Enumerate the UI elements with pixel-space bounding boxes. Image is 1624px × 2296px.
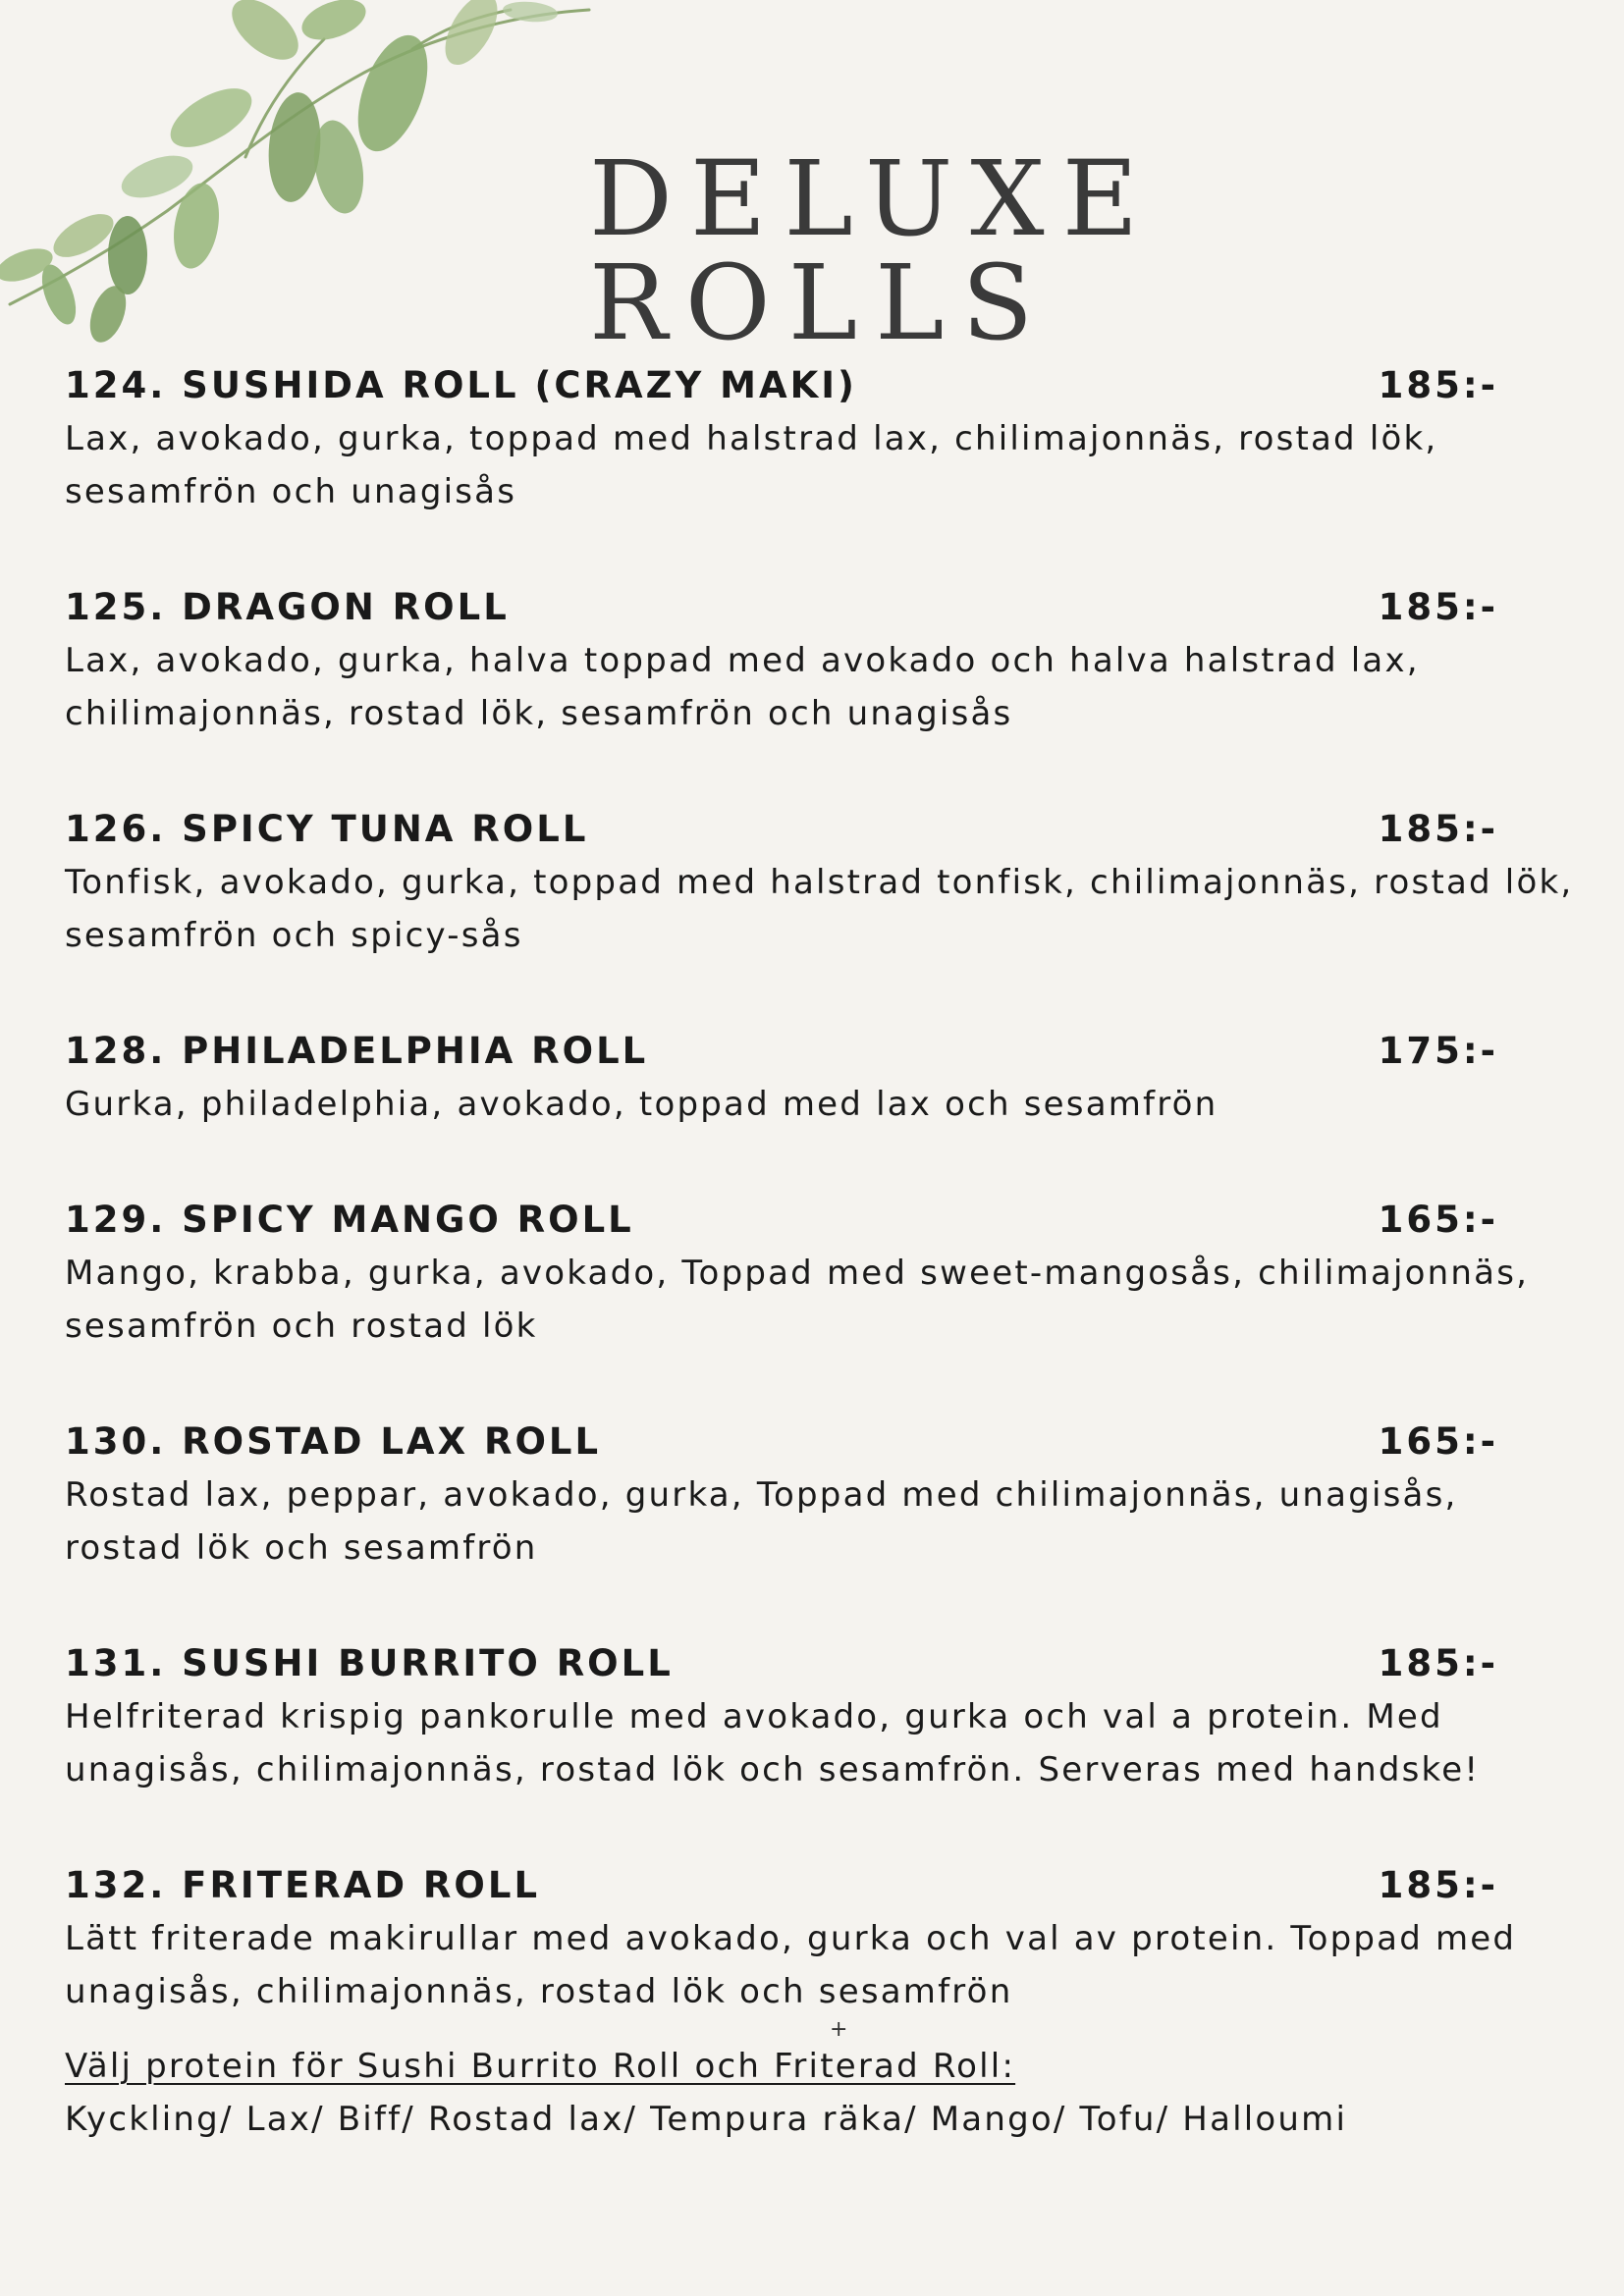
menu-item [65,1639,1577,1861]
item-price: 165:- [1378,1420,1498,1463]
menu-item-header [65,1861,1577,1910]
protein-note [65,2040,1577,2146]
menu-item [65,805,1577,1027]
eucalyptus-branch-icon [0,0,609,363]
menu-item-header [65,1417,1577,1467]
menu-item [65,1196,1577,1417]
protein-note-title: Välj protein för Sushi Burrito Roll och Friterad Roll: [65,2047,1016,2086]
item-name: 128. PHILADELPHIA ROLL [65,1030,649,1072]
item-name: 126. SPICY TUNA ROLL [65,808,589,850]
plus-mark-icon: + [830,2017,848,2042]
item-price: 185:- [1378,808,1498,850]
item-price: 185:- [1378,1642,1498,1684]
menu-item [65,1417,1577,1639]
item-description: Tonfisk, avokado, gurka, toppad med halstrad tonfisk, chilimajonnäs, rostad lök, sesamfrön och spicy-sås [65,863,1574,955]
item-description: Helfriterad krispig pankorulle med avokado, gurka och val a protein. Med unagisås, chilimajonnäs, rostad lök och sesamfrön. Serveras med handske! [65,1697,1481,1789]
item-description: Mango, krabba, gurka, avokado, Toppad med sweet-mangosås, chilimajonnäs, sesamfrön och rostad lök [65,1254,1530,1346]
menu-item-header [65,1639,1577,1688]
menu-item-header [65,1027,1577,1076]
menu-item-header [65,583,1577,632]
item-price: 165:- [1378,1199,1498,1241]
menu-item-header [65,361,1577,410]
item-name: 125. DRAGON ROLL [65,586,510,628]
item-description: Rostad lax, peppar, avokado, gurka, Toppad med chilimajonnäs, unagisås, rostad lök och sesamfrön [65,1475,1458,1568]
menu-item [65,1027,1577,1196]
item-name: 131. SUSHI BURRITO ROLL [65,1642,674,1684]
protein-options: Kyckling/ Lax/ Biff/ Rostad lax/ Tempura räka/ Mango/ Tofu/ Halloumi [65,2100,1348,2139]
menu-item [65,361,1577,583]
menu-item-header [65,805,1577,854]
menu-list [65,361,1577,2083]
item-price: 185:- [1378,364,1498,406]
item-name: 124. SUSHIDA ROLL (CRAZY MAKI) [65,364,857,406]
menu-item-header [65,1196,1577,1245]
menu-item [65,583,1577,805]
item-description: Lax, avokado, gurka, halva toppad med avokado och halva halstrad lax, chilimajonnäs, rostad lök, sesamfrön och unagisås [65,641,1420,733]
item-name: 129. SPICY MANGO ROLL [65,1199,634,1241]
item-name: 130. ROSTAD LAX ROLL [65,1420,602,1463]
item-name: 132. FRITERAD ROLL [65,1864,541,1906]
item-price: 175:- [1378,1030,1498,1072]
item-description: Lätt friterade makirullar med avokado, gurka och val av protein. Toppad med unagisås, chilimajonnäs, rostad lök och sesamfrön [65,1919,1517,2011]
item-price: 185:- [1378,586,1498,628]
page-title: DELUXE ROLLS [589,138,1157,363]
item-description: Lax, avokado, gurka, toppad med halstrad lax, chilimajonnäs, rostad lök, sesamfrön och unagisås [65,419,1438,511]
item-price: 185:- [1378,1864,1498,1906]
item-description: Gurka, philadelphia, avokado, toppad med lax och sesamfrön [65,1085,1218,1124]
